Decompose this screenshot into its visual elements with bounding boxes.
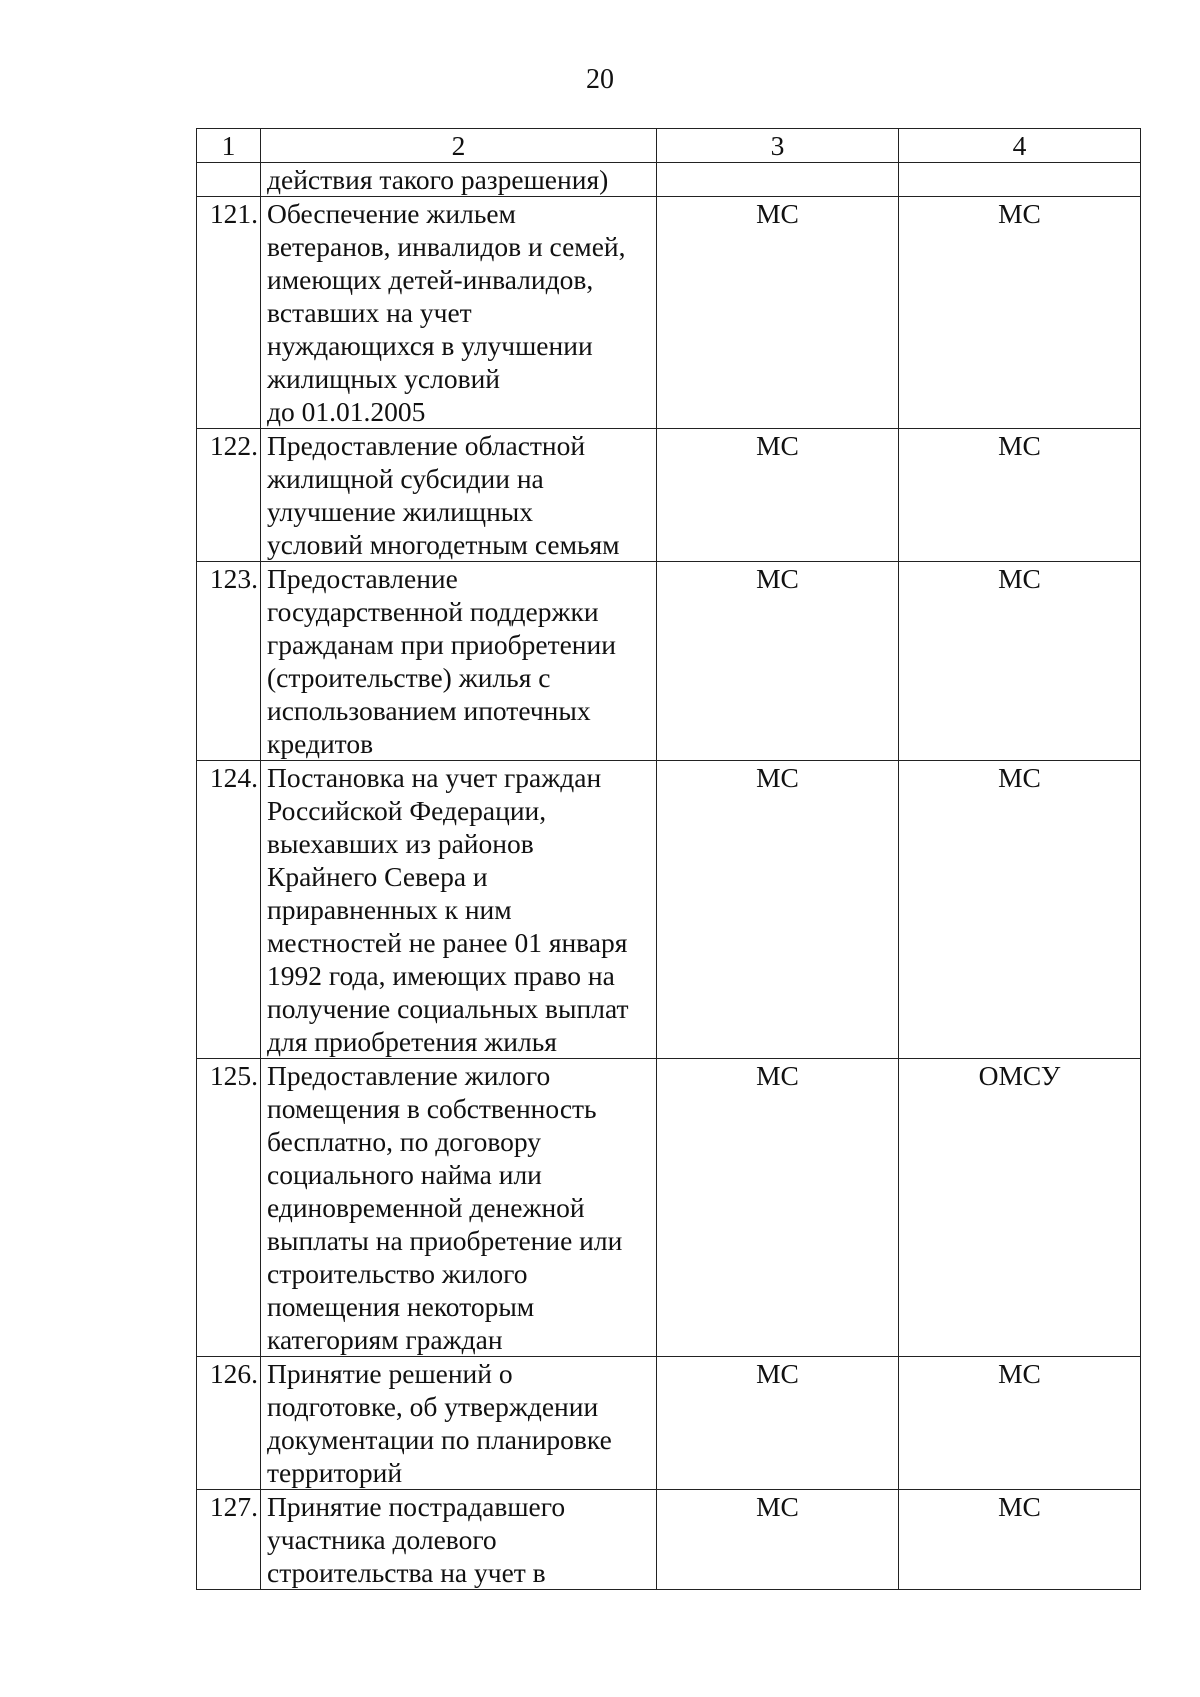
text-line: кредитов: [267, 728, 374, 759]
text-line: местностей не ранее 01 января: [267, 927, 628, 958]
text-line: действия такого разрешения): [267, 164, 609, 195]
text-line: бесплатно, по договору: [267, 1126, 542, 1157]
row-col4: МС: [899, 429, 1141, 562]
row-col3: МС: [657, 761, 899, 1059]
header-col-3: 3: [657, 129, 899, 163]
text-line: Постановка на учет граждан: [267, 762, 602, 793]
table-row: [197, 1357, 1141, 1490]
table-row: [197, 197, 1141, 429]
text-line: ветеранов, инвалидов и семей,: [267, 231, 626, 262]
header-col-1: 1: [197, 129, 261, 163]
row-col4: [899, 163, 1141, 197]
table-body: [197, 129, 1141, 1590]
row-col3: МС: [657, 1490, 899, 1590]
header-col-2: 2: [261, 129, 657, 163]
row-number: 124.: [197, 761, 261, 1059]
text-line: жилищных условий: [267, 363, 500, 394]
text-line: вставших на учет: [267, 297, 472, 328]
text-line: условий многодетным семьям: [267, 529, 620, 560]
row-col3: [657, 163, 899, 197]
text-line: Предоставление областной: [267, 430, 586, 461]
powers-table: [196, 128, 1141, 1590]
text-line: документации по планировке: [267, 1424, 612, 1455]
row-col3: МС: [657, 1059, 899, 1357]
row-number: 121.: [197, 197, 261, 429]
text-line: имеющих детей-инвалидов,: [267, 264, 594, 295]
row-text: [261, 562, 657, 761]
row-number: [197, 163, 261, 197]
row-col4: МС: [899, 562, 1141, 761]
text-line: гражданам при приобретении: [267, 629, 616, 660]
text-line: приравненных к ним: [267, 894, 512, 925]
row-text: [261, 1059, 657, 1357]
row-col3: МС: [657, 197, 899, 429]
page-number: 20: [586, 64, 614, 95]
header-row: [197, 129, 1141, 163]
text-line: Принятие пострадавшего: [267, 1491, 566, 1522]
text-line: строительство жилого: [267, 1258, 528, 1289]
text-line: участника долевого: [267, 1524, 497, 1555]
text-line: выплаты на приобретение или: [267, 1225, 623, 1256]
text-line: Принятие решений о: [267, 1358, 513, 1389]
row-col3: МС: [657, 429, 899, 562]
row-number: 122.: [197, 429, 261, 562]
row-col4: МС: [899, 1490, 1141, 1590]
table-row: [197, 1059, 1141, 1357]
text-line: выехавших из районов: [267, 828, 534, 859]
text-line: помещения в собственность: [267, 1093, 597, 1124]
row-col4: МС: [899, 197, 1141, 429]
text-line: государственной поддержки: [267, 596, 599, 627]
row-text: [261, 1357, 657, 1490]
row-text: [261, 761, 657, 1059]
text-line: территорий: [267, 1457, 403, 1488]
text-line: помещения некоторым: [267, 1291, 535, 1322]
text-line: Предоставление: [267, 563, 458, 594]
text-line: до 01.01.2005: [267, 396, 426, 427]
text-line: нуждающихся в улучшении: [267, 330, 593, 361]
row-text: [261, 197, 657, 429]
continuation-row: [197, 163, 1141, 197]
text-line: категориям граждан: [267, 1324, 503, 1355]
row-text: [261, 1490, 657, 1590]
row-col4: МС: [899, 1357, 1141, 1490]
row-text: [261, 429, 657, 562]
text-line: Российской Федерации,: [267, 795, 547, 826]
header-col-4: 4: [899, 129, 1141, 163]
text-line: жилищной субсидии на: [267, 463, 544, 494]
text-line: для приобретения жилья: [267, 1026, 557, 1057]
table-row: [197, 1490, 1141, 1590]
row-col3: МС: [657, 562, 899, 761]
row-text: [261, 163, 657, 197]
row-number: 126.: [197, 1357, 261, 1490]
text-line: подготовке, об утверждении: [267, 1391, 599, 1422]
text-line: (строительстве) жилья с: [267, 662, 551, 693]
text-line: Крайнего Севера и: [267, 861, 488, 892]
text-line: Предоставление жилого: [267, 1060, 551, 1091]
row-col4: МС: [899, 761, 1141, 1059]
row-number: 127.: [197, 1490, 261, 1590]
table-row: [197, 429, 1141, 562]
text-line: улучшение жилищных: [267, 496, 534, 527]
row-number: 125.: [197, 1059, 261, 1357]
text-line: строительства на учет в: [267, 1557, 546, 1588]
row-col3: МС: [657, 1357, 899, 1490]
table-row: [197, 562, 1141, 761]
text-line: социального найма или: [267, 1159, 542, 1190]
row-col4: ОМСУ: [899, 1059, 1141, 1357]
row-number: 123.: [197, 562, 261, 761]
text-line: единовременной денежной: [267, 1192, 585, 1223]
text-line: использованием ипотечных: [267, 695, 591, 726]
text-line: 1992 года, имеющих право на: [267, 960, 615, 991]
text-line: получение социальных выплат: [267, 993, 629, 1024]
table-row: [197, 761, 1141, 1059]
text-line: Обеспечение жильем: [267, 198, 516, 229]
